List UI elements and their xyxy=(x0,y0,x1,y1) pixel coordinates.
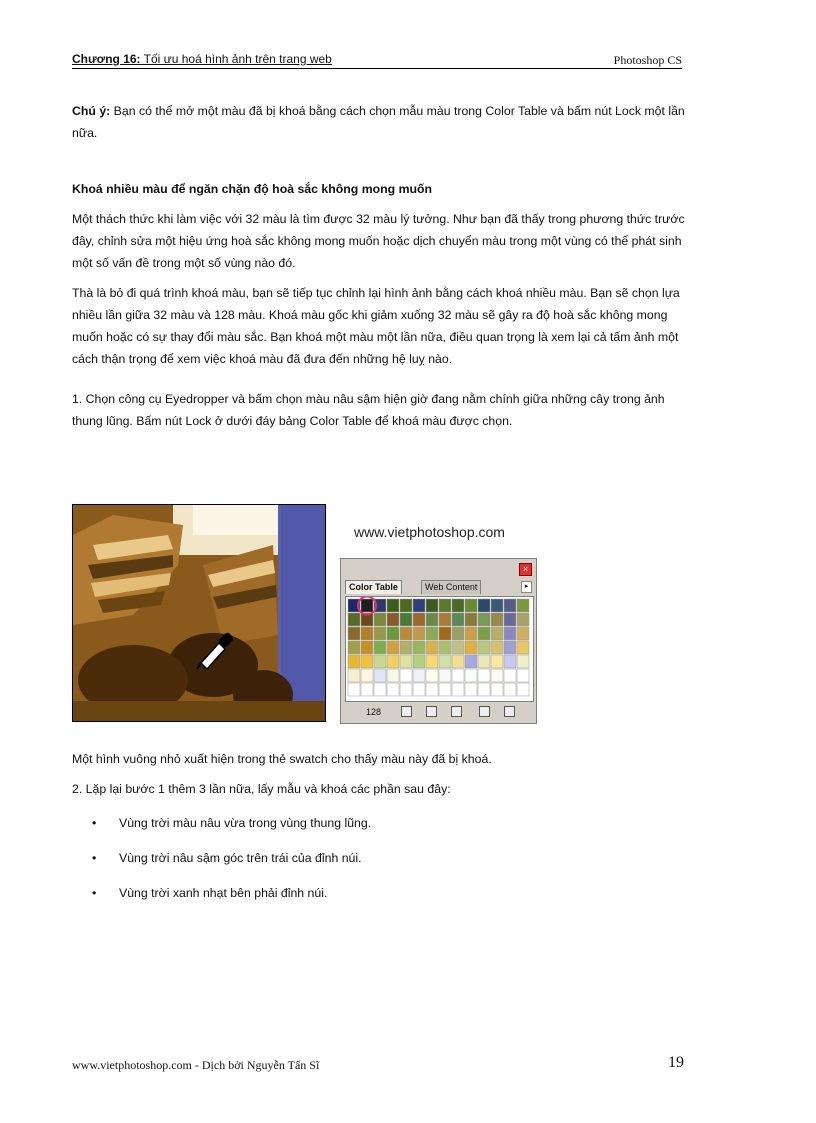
color-swatch xyxy=(361,599,373,612)
color-swatch xyxy=(517,669,529,682)
color-swatch xyxy=(439,641,451,654)
color-swatch xyxy=(504,683,516,696)
color-swatch xyxy=(491,613,503,626)
color-swatch xyxy=(491,641,503,654)
color-swatch xyxy=(478,683,490,696)
color-swatch xyxy=(439,683,451,696)
chapter-title: Tối ưu hoá hình ảnh trên trang web xyxy=(140,52,332,66)
color-swatch xyxy=(491,627,503,640)
color-swatch xyxy=(387,669,399,682)
color-swatch xyxy=(361,627,373,640)
color-swatch xyxy=(439,655,451,668)
color-swatch xyxy=(465,627,477,640)
tab-color-table[interactable]: Color Table xyxy=(345,580,402,594)
color-swatch xyxy=(361,641,373,654)
panel-footer xyxy=(345,705,532,719)
color-swatch xyxy=(387,655,399,668)
color-swatch xyxy=(517,655,529,668)
color-swatch xyxy=(374,655,386,668)
color-swatch xyxy=(387,683,399,696)
color-swatch xyxy=(374,683,386,696)
note-text: Bạn có thể mở một màu đã bị khoá bằng cách chọn mẫu màu trong Color Table và bấm nút Lock một lần nữa. xyxy=(72,104,685,140)
web-snap-icon[interactable] xyxy=(401,706,412,717)
color-swatch xyxy=(478,613,490,626)
color-swatch xyxy=(504,641,516,654)
bullet-list xyxy=(72,812,692,904)
color-swatch xyxy=(478,669,490,682)
color-swatch xyxy=(426,599,438,612)
page-header xyxy=(72,52,682,69)
color-swatch xyxy=(504,669,516,682)
color-swatch xyxy=(504,613,516,626)
color-swatch xyxy=(452,641,464,654)
color-swatch xyxy=(348,683,360,696)
color-swatch xyxy=(465,669,477,682)
color-swatch xyxy=(400,683,412,696)
color-swatch xyxy=(387,613,399,626)
color-swatch xyxy=(465,613,477,626)
tab-web-content[interactable]: Web Content xyxy=(421,580,481,594)
color-swatch xyxy=(400,655,412,668)
color-swatch xyxy=(400,669,412,682)
color-swatch xyxy=(374,669,386,682)
color-swatch xyxy=(348,641,360,654)
color-swatch xyxy=(517,613,529,626)
color-swatch xyxy=(400,599,412,612)
color-swatch xyxy=(491,655,503,668)
color-swatch xyxy=(439,599,451,612)
color-swatch xyxy=(387,627,399,640)
new-color-icon[interactable] xyxy=(479,706,490,717)
color-swatch xyxy=(439,613,451,626)
list-item: • Vùng trời màu nâu vừa trong vùng thung lũng. xyxy=(72,812,692,834)
color-swatch xyxy=(387,599,399,612)
color-swatch xyxy=(348,669,360,682)
color-swatch xyxy=(439,627,451,640)
color-swatch xyxy=(374,613,386,626)
product-name: Photoshop CS xyxy=(613,53,682,67)
list-item: • Vùng trời xanh nhạt bên phải đỉnh núi. xyxy=(72,882,692,904)
color-swatch xyxy=(517,683,529,696)
panel-tabs xyxy=(345,580,530,594)
chapter-label: Chương 16: xyxy=(72,52,141,66)
color-swatch xyxy=(478,655,490,668)
color-swatch xyxy=(361,669,373,682)
color-swatch xyxy=(426,627,438,640)
color-swatch xyxy=(361,655,373,668)
figure xyxy=(72,504,542,722)
color-swatch xyxy=(478,627,490,640)
color-swatch xyxy=(491,669,503,682)
paragraph-1: Một thách thức khi làm việc với 32 màu là tìm được 32 màu lý tưởng. Như bạn đã thấy trong phương thức trước đây, chỉnh sửa một hiệu ứng hoà sắc không mong muốn hoặc dịch chuyển màu trong một vùng có thể phát sinh một số vấn đề trong một số vùng nào đó. xyxy=(72,212,685,270)
color-swatch xyxy=(465,683,477,696)
color-swatch xyxy=(413,627,425,640)
color-swatch xyxy=(413,641,425,654)
page-number: 19 xyxy=(668,1054,684,1071)
color-swatch xyxy=(478,641,490,654)
color-swatch xyxy=(465,655,477,668)
swatch-grid[interactable] xyxy=(345,596,534,702)
color-table-panel[interactable] xyxy=(340,558,537,724)
color-swatch xyxy=(504,627,516,640)
color-swatch xyxy=(465,599,477,612)
color-swatch xyxy=(517,641,529,654)
color-swatch xyxy=(452,683,464,696)
lock-icon[interactable] xyxy=(451,706,462,717)
color-swatch xyxy=(374,641,386,654)
color-swatch xyxy=(413,655,425,668)
color-swatch xyxy=(465,641,477,654)
valley-photo xyxy=(72,504,326,722)
color-swatch xyxy=(504,655,516,668)
color-swatch xyxy=(491,599,503,612)
step-1-text: 1. Chọn công cụ Eyedropper và bấm chọn màu nâu sậm hiện giờ đang nằm chính giữa những cây trong ảnh thung lũng. Bấm nút Lock ở dưới đáy bảng Color Table để khoá màu được chọn. xyxy=(72,392,665,428)
color-swatch xyxy=(426,655,438,668)
color-swatch xyxy=(413,683,425,696)
color-swatch xyxy=(374,627,386,640)
after-figure-text: Một hình vuông nhỏ xuất hiện trong thẻ swatch cho thấy màu này đã bị khoá. xyxy=(72,752,492,766)
color-count: 128 xyxy=(366,707,382,717)
valley-photo-art xyxy=(73,505,325,721)
color-swatch xyxy=(452,613,464,626)
color-swatch xyxy=(348,613,360,626)
close-icon[interactable]: × xyxy=(519,563,532,576)
color-swatch xyxy=(400,613,412,626)
color-swatch xyxy=(439,669,451,682)
color-swatch xyxy=(517,627,529,640)
swatch-grid-art xyxy=(346,597,533,701)
color-swatch xyxy=(426,613,438,626)
color-swatch xyxy=(387,641,399,654)
footer-credit: www.vietphotoshop.com - Dịch bởi Nguyễn Tấn Sĩ xyxy=(72,1058,320,1072)
color-swatch xyxy=(426,669,438,682)
chapter-heading xyxy=(72,52,332,66)
color-swatch xyxy=(400,641,412,654)
page-body xyxy=(72,100,692,432)
page-body-lower xyxy=(72,748,692,917)
note-paragraph xyxy=(72,100,692,144)
color-swatch xyxy=(426,683,438,696)
color-swatch xyxy=(517,599,529,612)
color-swatch xyxy=(361,683,373,696)
color-swatch xyxy=(452,669,464,682)
paragraph-2: Thà là bỏ đi quá trình khoá màu, bạn sẽ tiếp tục chỉnh lại hình ảnh bằng cách khoá nhiều màu. Bạn sẽ chọn lựa nhiều lần giữa 32 màu và 128 màu. Khoá màu gốc khi giảm xuống 32 màu sẽ gây ra độ hoà sắc không mong muốn hoặc có sự thay đổi màu sắc. Bạn khoá một màu một lần nữa, điều quan trọng là xem lại cả tấm ảnh một cách thận trọng để xem việc khoá màu đã đưa đến những hệ luỵ nào. xyxy=(72,286,680,366)
color-swatch xyxy=(413,613,425,626)
color-swatch xyxy=(491,683,503,696)
color-swatch xyxy=(426,641,438,654)
step-2-text: 2. Lặp lại bước 1 thêm 3 lần nữa, lấy mẫu và khoá các phần sau đây: xyxy=(72,782,451,796)
site-label: www.vietphotoshop.com xyxy=(354,524,505,540)
color-swatch xyxy=(452,655,464,668)
web-cube-icon[interactable] xyxy=(426,706,437,717)
color-swatch xyxy=(478,599,490,612)
list-item: • Vùng trời nâu sậm góc trên trái của đỉnh núi. xyxy=(72,847,692,869)
section-heading: Khoá nhiều màu để ngăn chặn độ hoà sắc không mong muốn xyxy=(72,182,433,196)
color-swatch xyxy=(504,599,516,612)
color-swatch xyxy=(348,627,360,640)
note-label: Chú ý: xyxy=(72,104,111,118)
color-swatch xyxy=(413,669,425,682)
color-swatch xyxy=(348,655,360,668)
color-swatch xyxy=(413,599,425,612)
color-swatch xyxy=(400,627,412,640)
color-swatch xyxy=(452,627,464,640)
trash-icon[interactable] xyxy=(504,706,515,717)
panel-menu-icon[interactable]: ▸ xyxy=(521,581,532,593)
color-swatch xyxy=(452,599,464,612)
